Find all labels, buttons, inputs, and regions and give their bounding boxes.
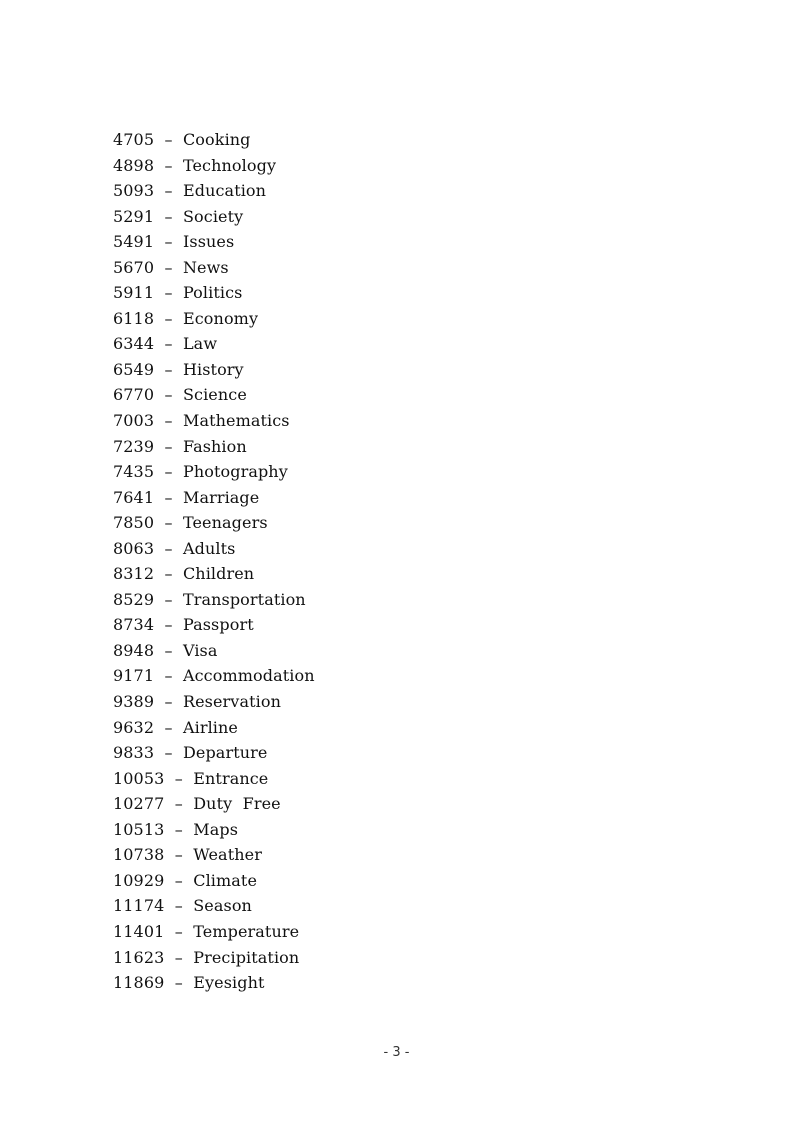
list-item: 11174 – Season bbox=[113, 896, 252, 916]
list-item: 7850 – Teenagers bbox=[113, 513, 268, 533]
list-item: 5291 – Society bbox=[113, 206, 244, 226]
entry-list bbox=[113, 127, 315, 996]
list-item: 5670 – News bbox=[113, 257, 229, 277]
list-item: 6549 – History bbox=[113, 359, 244, 379]
list-item: 6118 – Economy bbox=[113, 308, 259, 328]
list-item: 8063 – Adults bbox=[113, 538, 236, 558]
list-item: 11401 – Temperature bbox=[113, 921, 300, 941]
list-item: 10738 – Weather bbox=[113, 845, 262, 865]
list-item: 6344 – Law bbox=[113, 334, 218, 354]
list-item: 9632 – Airline bbox=[113, 717, 238, 737]
list-item: 9833 – Departure bbox=[113, 743, 268, 763]
list-item: 5491 – Issues bbox=[113, 232, 235, 252]
list-item: 4705 – Cooking bbox=[113, 130, 251, 149]
list-item: 5911 – Politics bbox=[113, 283, 243, 303]
list-item: 7239 – Fashion bbox=[113, 436, 247, 456]
list-item: 8734 – Passport bbox=[113, 615, 254, 635]
list-item: 9389 – Reservation bbox=[113, 692, 281, 712]
list-item: 7003 – Mathematics bbox=[113, 411, 290, 431]
list-item: 8529 – Transportation bbox=[113, 589, 306, 609]
list-item: 11623 – Precipitation bbox=[113, 947, 300, 967]
list-item: 4898 – Technology bbox=[113, 155, 277, 175]
list-item: 10929 – Climate bbox=[113, 870, 258, 890]
page-number: - 3 - bbox=[383, 1045, 410, 1060]
list-item: 6770 – Science bbox=[113, 385, 247, 405]
list-item: 5093 – Education bbox=[113, 181, 267, 201]
list-item: 10513 – Maps bbox=[113, 819, 239, 839]
list-item: 9171 – Accommodation bbox=[113, 666, 315, 686]
list-item: 10277 – Duty Free bbox=[113, 794, 281, 814]
list-item: 8948 – Visa bbox=[113, 640, 218, 660]
list-item: 8312 – Children bbox=[113, 564, 255, 584]
list-item: 10053 – Entrance bbox=[113, 768, 269, 788]
list-item: 7435 – Photography bbox=[113, 462, 288, 482]
list-item: 7641 – Marriage bbox=[113, 487, 260, 507]
list-item: 11869 – Eyesight bbox=[113, 973, 265, 993]
